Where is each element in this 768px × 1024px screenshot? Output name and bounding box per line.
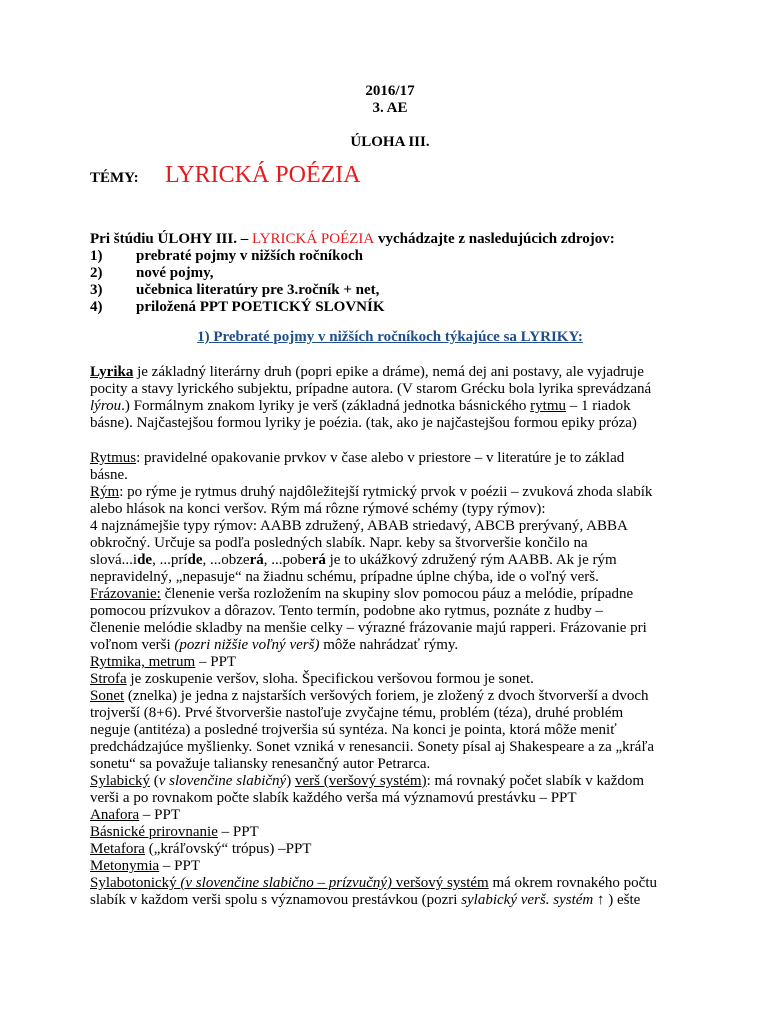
class-label: 3. AE <box>372 100 408 116</box>
list-item <box>90 265 690 282</box>
list-number: 3) <box>90 282 103 298</box>
text-line: trojverší (8+6). Prvé štvorveršie nastoľuje zvyčajne tému, problém (téza), druhé problém <box>90 705 624 721</box>
term-lyrika: Lyrika <box>90 364 134 380</box>
text-span: : po rýme je rytmus druhý najdôležitejší rytmický prvok v poézii – zvuková zhoda slabík <box>119 484 653 500</box>
text-line: alebo hlások na konci veršov. Rým má rôzne rýmové schémy (typy rýmov): <box>90 501 546 517</box>
text-line: básne. <box>90 467 128 483</box>
text-span: : pravidelné opakovanie prvkov v čase alebo v priestore – v literatúre je to základ <box>136 450 625 466</box>
sources-list <box>90 248 690 316</box>
text-span: : má rovnaký počet slabík v každom <box>426 773 645 789</box>
text-line <box>90 841 690 858</box>
text-span: („kráľovský“ trópus) –PPT <box>144 841 312 857</box>
text-span: (pozri nižšie voľný verš) <box>174 637 320 653</box>
text-line: pomocou prízvukov a dôrazov. Tento termín, podobne ako rytmus, poznáte z hudby – <box>90 603 603 619</box>
text-line: pocity a stavy lyrického subjektu, prípadne autora. (V starom Grécku bola lyrika sprevádzaná <box>90 381 652 397</box>
text-span: .) Formálnym znakom lyriky je verš (základná jednotka básnického <box>121 398 531 414</box>
text-span: de <box>187 552 203 568</box>
list-text: nové pojmy, <box>136 265 214 281</box>
text-line <box>90 858 690 875</box>
text-span: je základný literárny druh (popri epike a dráme), nemá dej ani postavy, ale vyjadruje <box>133 364 644 380</box>
text-span: lýrou <box>90 398 122 414</box>
text-line <box>90 398 690 415</box>
term-rym: Rým <box>90 484 120 500</box>
text-line: predchádzajúce myšlienky. Sonet vzniká v renesancii. Sonety písal aj Shakespeare a za „kráľa <box>90 739 655 755</box>
term-frazovanie: Frázovanie: <box>90 586 161 602</box>
text-span: – PPT <box>159 858 201 874</box>
text-line <box>90 688 690 705</box>
term-metonymia: Metonymia <box>90 858 160 874</box>
text-span: , ...prí <box>152 552 188 568</box>
text-span: (znelka) je jedna z najstarších veršových foriem, je zložený z dvoch štvorverší a dvoch <box>124 688 649 704</box>
list-number: 4) <box>90 299 103 315</box>
terms-block <box>90 450 690 909</box>
task-heading: ÚLOHA III. <box>350 134 430 150</box>
term-rytmika: Rytmika, metrum <box>90 654 196 670</box>
text-line: členenie melódie skladby na menšie celky – výrazné frázovanie majú rapperi. Frázovanie pri <box>90 620 647 636</box>
list-text: učebnica literatúry pre 3.ročník + net, <box>136 282 380 298</box>
text-span: de <box>137 552 153 568</box>
topics-title: LYRICKÁ POÉZIA <box>165 162 361 188</box>
term-rytmu: rytmu <box>530 398 566 414</box>
list-item <box>90 248 690 265</box>
text-span: môže nahrádzať rýmy. <box>319 637 459 653</box>
intro-part3: vychádzajte z nasledujúcich zdrojov: <box>374 231 615 247</box>
text-span: ) ešte <box>604 892 641 908</box>
text-line <box>90 484 690 501</box>
list-number: 2) <box>90 265 103 281</box>
text-line: 4 najznámejšie typy rýmov: AABB združený, ABAB striedavý, ABCB prerývaný, ABBA <box>90 518 628 534</box>
intro-line <box>90 231 690 248</box>
term-strofa: Strofa <box>90 671 127 687</box>
text-line <box>90 364 690 381</box>
text-span: – PPT <box>139 807 180 823</box>
intro-part2: LYRICKÁ POÉZIA <box>251 231 375 247</box>
term-sylabotonicky: Sylabotonický <box>90 875 177 891</box>
text-span: , ...obze <box>202 552 250 568</box>
text-span: – PPT <box>217 824 259 840</box>
text-line <box>90 824 690 841</box>
text-span: – PPT <box>195 654 237 670</box>
text-span: rá <box>249 552 264 568</box>
text-line <box>90 773 690 790</box>
text-span: slová...i <box>90 552 138 568</box>
lyrika-paragraph <box>90 364 690 432</box>
text-span: , ...pobe <box>263 552 312 568</box>
intro-part1: Pri štúdiu ÚLOHY III. – <box>90 231 252 247</box>
text-line <box>90 875 690 892</box>
text-line <box>90 807 690 824</box>
document-page <box>90 83 690 909</box>
term-rytmus: Rytmus <box>90 450 137 466</box>
term-sylabicky: Sylabický <box>90 773 150 789</box>
term-metafora: Metafora <box>90 841 145 857</box>
term-anafora: Anafora <box>90 807 140 823</box>
section-title-text: 1) Prebraté pojmy v nižších ročníkoch týkajúce sa LYRIKY: <box>197 329 583 345</box>
text-span: – 1 riadok <box>566 398 631 414</box>
school-year: 2016/17 <box>365 83 415 99</box>
list-item <box>90 282 690 299</box>
term-basnicke-prirovnanie: Básnické prirovnanie <box>90 824 218 840</box>
text-line: neguje (antitéza) a posledné trojveršia sú syntéza. Na konci je pointa, ktorá môže meniť <box>90 722 617 738</box>
topics-label: TÉMY: <box>90 170 139 186</box>
text-line: nepravidelný, „nepasuje“ na žiadnu schému, prípadne úplne chýba, ide o voľný verš. <box>90 569 599 585</box>
text-line: sonetu“ sa považuje taliansky renesančný autor Petrarca. <box>90 756 431 772</box>
section-title <box>90 329 690 346</box>
text-span: ) <box>286 773 295 789</box>
term-vers: verš (veršový systém) <box>294 773 427 789</box>
text-span: je to ukážkový združený rým AABB. Ak je rým <box>325 552 617 568</box>
text-span: rá <box>311 552 326 568</box>
text-span: sylabický verš. systém ↑ <box>461 892 605 908</box>
text-span: voľnom verši <box>90 637 175 653</box>
list-text: priložená PPT POETICKÝ SLOVNÍK <box>136 299 385 315</box>
topics-row <box>90 162 690 195</box>
text-span: (v slovenčine slabično – prízvučný) <box>176 875 393 891</box>
text-line <box>90 552 690 569</box>
text-span: veršový systém <box>392 875 489 891</box>
text-span: je zoskupenie veršov, sloha. Špecifickou veršovou formou je sonet. <box>126 671 534 687</box>
text-span: ( <box>150 773 159 789</box>
text-span: slabík v každom verši spolu s významovou prestávkou (pozri <box>90 892 462 908</box>
text-line: verši a po rovnakom počte slabík každého verša má významovú prestávku – PPT <box>90 790 577 806</box>
text-line <box>90 637 690 654</box>
text-span: má okrem rovnakého počtu <box>488 875 657 891</box>
text-line <box>90 892 690 909</box>
text-span: členenie verša rozložením na skupiny slov pomocou páuz a melódie, prípadne <box>160 586 634 602</box>
list-item <box>90 299 690 316</box>
text-line: obkročný. Určuje sa podľa posledných slabík. Napr. keby sa štvorveršie končilo na <box>90 535 588 551</box>
term-sonet: Sonet <box>90 688 125 704</box>
list-number: 1) <box>90 248 103 264</box>
text-line <box>90 586 690 603</box>
text-line: básne). Najčastejšou formou lyriky je poézia. (tak, ako je najčastejšou formou epiky próza) <box>90 415 637 431</box>
text-line <box>90 654 690 671</box>
text-span: v slovenčine slabičný <box>158 773 287 789</box>
text-line <box>90 450 690 467</box>
list-text: prebraté pojmy v nižších ročníkoch <box>136 248 363 264</box>
text-line <box>90 671 690 688</box>
